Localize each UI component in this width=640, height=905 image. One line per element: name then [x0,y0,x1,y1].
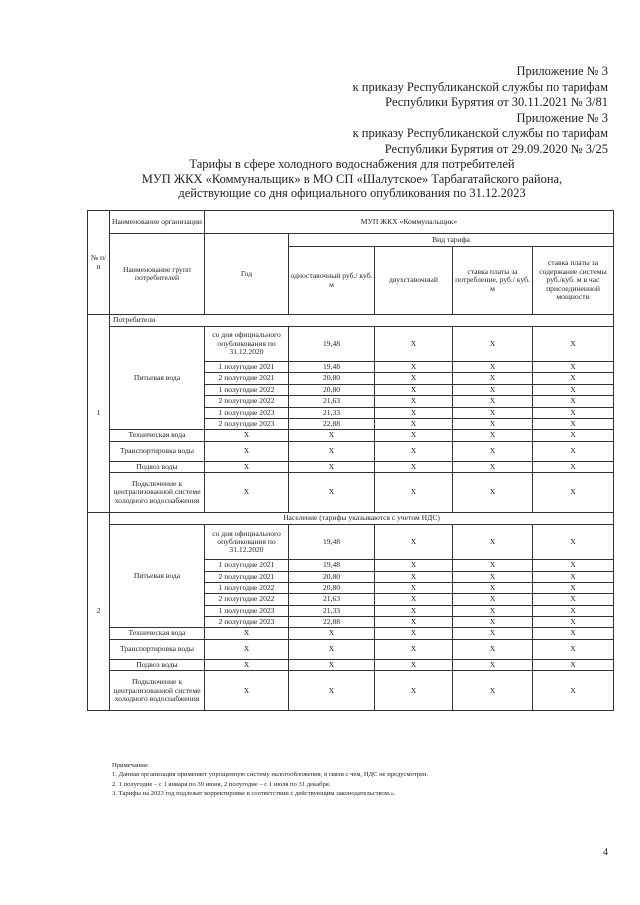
table-row [88,461,614,472]
not-applicable-mark: X [375,605,453,616]
not-applicable-mark: X [375,441,453,461]
header-line: к приказу Республиканской службы по тарифам [352,79,608,94]
period-cell: со дня официального опубликования по 31.12.2020 [205,525,289,560]
consumer-group: Питьевая вода [110,327,205,430]
single-rate-value: 20,80 [289,373,375,384]
not-applicable-mark: X [205,671,289,711]
not-applicable-mark: X [533,671,614,711]
period-cell: 1 полугодие 2022 [205,384,289,395]
not-applicable-mark: X [453,560,533,571]
period-cell: 2 полугодие 2022 [205,396,289,407]
not-applicable-mark: X [533,659,614,670]
single-rate-value: 22,88 [289,418,375,429]
not-applicable-mark: X [453,384,533,395]
not-applicable-mark: X [205,441,289,461]
not-applicable-mark: X [375,628,453,639]
not-applicable-mark: X [533,441,614,461]
header-double-rate: двухставочный [375,247,453,315]
notes [112,761,612,798]
not-applicable-mark: X [453,594,533,605]
not-applicable-mark: X [205,473,289,513]
not-applicable-mark: X [533,582,614,593]
not-applicable-mark: X [533,461,614,472]
header-line: к приказу Республиканской службы по тарифам [352,126,608,140]
not-applicable-mark: X [453,441,533,461]
single-rate-value: 22,88 [289,617,375,628]
not-applicable-mark: X [375,430,453,441]
period-cell: 2 полугодие 2022 [205,594,289,605]
not-applicable-mark: X [533,605,614,616]
single-rate-value: 19,48 [289,525,375,560]
not-applicable-mark: X [453,473,533,513]
not-applicable-mark: X [375,396,453,407]
header-rate-maintenance: ставка платы за содержание системы руб./куб. м в час присоединенной мощности [533,247,614,315]
header-line: Республики Бурятия от 30.11.2021 № 3/81 [385,95,608,109]
consumer-group: Питьевая вода [110,525,205,628]
header-groups: Наименование групп потребителей [110,234,205,315]
not-applicable-mark: X [289,441,375,461]
not-applicable-mark: X [289,659,375,670]
period-cell: 2 полугодие 2023 [205,617,289,628]
not-applicable-mark: X [375,407,453,418]
header-num: № п/п [88,211,110,315]
period-cell: 2 полугодие 2021 [205,571,289,582]
not-applicable-mark: X [375,659,453,670]
single-rate-value: 19,48 [289,327,375,362]
not-applicable-mark: X [533,473,614,513]
period-cell: 2 полугодие 2023 [205,418,289,429]
table-row [88,473,614,513]
not-applicable-mark: X [375,418,453,429]
not-applicable-mark: X [533,327,614,362]
not-applicable-mark: X [205,430,289,441]
not-applicable-mark: X [375,594,453,605]
period-cell: 1 полугодие 2021 [205,362,289,373]
not-applicable-mark: X [375,525,453,560]
consumer-group: Техническая вода [110,628,205,639]
section-number: 2 [88,513,110,711]
not-applicable-mark: X [533,628,614,639]
period-cell: 2 полугодие 2021 [205,373,289,384]
period-cell: со дня официального опубликования по 31.12.2020 [205,327,289,362]
consumer-group: Транспортировка воды [110,639,205,659]
title-line: Тарифы в сфере холодного водоснабжения для потребителей [189,157,515,171]
not-applicable-mark: X [289,628,375,639]
notes-line: 2. 1 полугодие – с 1 января по 30 июня, 2 полугодие – с 1 июля по 31 декабря. [112,780,331,788]
table-row [88,525,614,560]
single-rate-value: 21,63 [289,396,375,407]
not-applicable-mark: X [453,327,533,362]
header-line: Республики Бурятия от 29.09.2020 № 3/25 [384,141,608,156]
not-applicable-mark: X [533,362,614,373]
table-row [88,671,614,711]
period-cell: 1 полугодие 2023 [205,605,289,616]
not-applicable-mark: X [453,461,533,472]
notes-line: 1. Данная организация применяет упрощенную систему налогообложения, в связи с чем, НДС не предусмотрен. [112,771,429,779]
section-heading: Потребители [110,315,614,327]
header-line: Приложение № 3 [516,64,608,78]
table-row [88,430,614,441]
not-applicable-mark: X [533,560,614,571]
not-applicable-mark: X [453,362,533,373]
consumer-group: Транспортировка воды [110,441,205,461]
not-applicable-mark: X [533,430,614,441]
single-rate-value: 21,33 [289,605,375,616]
organization-name: МУП ЖКХ «Коммунальщик» [205,211,614,234]
not-applicable-mark: X [375,473,453,513]
single-rate-value: 20,80 [289,384,375,395]
not-applicable-mark: X [453,628,533,639]
single-rate-value: 21,63 [289,594,375,605]
table-row [88,659,614,670]
not-applicable-mark: X [289,461,375,472]
header-tariff-kind: Вид тарифа [289,234,614,247]
notes-line: 3. Тарифы на 2023 год подлежат корректировке в соответствии с действующим законодательством.». [112,789,396,797]
section-number: 1 [88,315,110,513]
header-line: Приложение № 3 [516,110,608,125]
header-year: Год [205,234,289,315]
not-applicable-mark: X [453,525,533,560]
section-heading: Население (тарифы указываются с учетом НДС) [110,513,614,525]
page-number: 4 [603,847,608,858]
single-rate-value: 21,33 [289,407,375,418]
not-applicable-mark: X [453,605,533,616]
title-line: действующие со дня официального опубликования по 31.12.2023 [178,186,526,200]
header-single-rate: одноставочный руб./ куб. м [289,247,375,315]
notes-line: Примечания: [112,762,149,769]
not-applicable-mark: X [205,639,289,659]
consumer-group: Подвоз воды [110,659,205,670]
title-line: МУП ЖКХ «Коммунальщик» в МО СП «Шалутское» Тарбагатайского района, [141,171,563,186]
not-applicable-mark: X [533,617,614,628]
appendix-header [188,64,608,157]
not-applicable-mark: X [205,628,289,639]
not-applicable-mark: X [375,639,453,659]
section-heading-row [88,315,614,327]
header-rate-consumption: ставка платы за потребление, руб./ куб. м [453,247,533,315]
document-title [92,157,612,201]
not-applicable-mark: X [375,582,453,593]
table-row [88,327,614,362]
not-applicable-mark: X [533,525,614,560]
not-applicable-mark: X [289,671,375,711]
table-row [88,628,614,639]
not-applicable-mark: X [533,594,614,605]
table-row [88,441,614,461]
single-rate-value: 20,80 [289,582,375,593]
period-cell: 1 полугодие 2022 [205,582,289,593]
period-cell: 1 полугодие 2023 [205,407,289,418]
not-applicable-mark: X [533,384,614,395]
not-applicable-mark: X [453,396,533,407]
tariff-table [87,210,614,711]
not-applicable-mark: X [289,473,375,513]
not-applicable-mark: X [533,418,614,429]
consumer-group: Подключение к централизованной системе холодного водоснабжения [110,671,205,711]
not-applicable-mark: X [533,373,614,384]
not-applicable-mark: X [453,582,533,593]
not-applicable-mark: X [289,430,375,441]
not-applicable-mark: X [533,407,614,418]
header-organization: Наименование организации [110,211,205,234]
section-heading-row [88,513,614,525]
not-applicable-mark: X [375,327,453,362]
table-row [88,639,614,659]
not-applicable-mark: X [453,571,533,582]
consumer-group: Подключение к централизованной системе холодного водоснабжения [110,473,205,513]
not-applicable-mark: X [375,362,453,373]
single-rate-value: 19,48 [289,560,375,571]
not-applicable-mark: X [453,639,533,659]
not-applicable-mark: X [205,461,289,472]
not-applicable-mark: X [453,418,533,429]
not-applicable-mark: X [375,571,453,582]
not-applicable-mark: X [453,659,533,670]
single-rate-value: 20,80 [289,571,375,582]
not-applicable-mark: X [453,373,533,384]
not-applicable-mark: X [533,396,614,407]
not-applicable-mark: X [375,373,453,384]
period-cell: 1 полугодие 2021 [205,560,289,571]
not-applicable-mark: X [375,461,453,472]
not-applicable-mark: X [453,617,533,628]
not-applicable-mark: X [533,639,614,659]
not-applicable-mark: X [533,571,614,582]
not-applicable-mark: X [453,407,533,418]
consumer-group: Подвоз воды [110,461,205,472]
not-applicable-mark: X [375,560,453,571]
not-applicable-mark: X [289,639,375,659]
not-applicable-mark: X [375,671,453,711]
not-applicable-mark: X [375,384,453,395]
not-applicable-mark: X [375,617,453,628]
single-rate-value: 19,48 [289,362,375,373]
not-applicable-mark: X [453,430,533,441]
not-applicable-mark: X [205,659,289,670]
not-applicable-mark: X [453,671,533,711]
consumer-group: Техническая вода [110,430,205,441]
